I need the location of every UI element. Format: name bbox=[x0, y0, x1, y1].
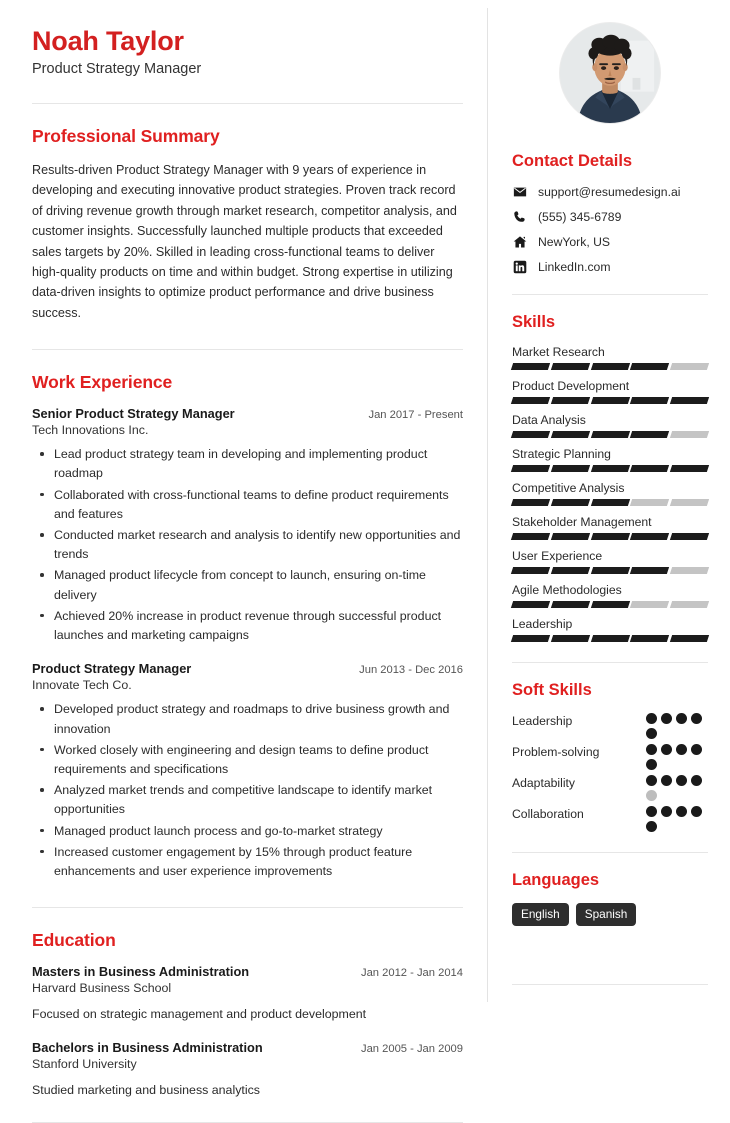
skill-segment bbox=[630, 635, 669, 642]
home-icon bbox=[512, 234, 527, 249]
skill-item bbox=[512, 481, 708, 506]
rating-dot bbox=[676, 744, 687, 755]
skill-segment bbox=[511, 601, 550, 608]
skill-segment bbox=[590, 499, 629, 506]
section-professional-summary bbox=[32, 126, 463, 323]
education-divider bbox=[32, 1122, 463, 1123]
skill-segment bbox=[630, 499, 669, 506]
section-title-contact: Contact Details bbox=[512, 152, 633, 170]
education-school: Harvard Business School bbox=[32, 981, 172, 996]
contact-item-linkedin[interactable] bbox=[512, 259, 708, 274]
skill-segment bbox=[630, 397, 669, 404]
skill-segment bbox=[551, 431, 590, 438]
skill-level-bar bbox=[512, 567, 708, 574]
contact-list bbox=[512, 184, 708, 274]
work-entry bbox=[32, 661, 463, 881]
skill-label: Data Analysis bbox=[512, 413, 586, 427]
skill-label: Leadership bbox=[512, 617, 573, 631]
soft-skill-item bbox=[512, 775, 708, 801]
skill-label: Strategic Planning bbox=[512, 447, 611, 461]
contact-value-email: support@resumedesign.ai bbox=[538, 184, 681, 199]
education-date: Jan 2005 - Jan 2009 bbox=[360, 1042, 463, 1055]
skill-item bbox=[512, 583, 708, 608]
skill-segment bbox=[590, 397, 629, 404]
section-title-work: Work Experience bbox=[32, 372, 173, 393]
skill-segment bbox=[551, 601, 590, 608]
soft-skill-item bbox=[512, 713, 708, 739]
skill-label: Product Development bbox=[512, 379, 630, 393]
education-school: Stanford University bbox=[32, 1056, 137, 1071]
section-title-languages: Languages bbox=[512, 871, 600, 889]
rating-dot bbox=[691, 713, 702, 724]
list-item: Collaborated with cross-functional teams to define product requirements and features bbox=[32, 486, 463, 524]
soft-skill-label: Problem-solving bbox=[512, 745, 600, 759]
phone-icon bbox=[512, 209, 527, 224]
soft-skill-rating bbox=[646, 744, 708, 770]
language-chip: English bbox=[512, 903, 569, 926]
list-item: Managed product lifecycle from concept to launch, ensuring on-time delivery bbox=[32, 566, 463, 604]
skill-segment bbox=[551, 363, 590, 370]
skill-item bbox=[512, 345, 708, 370]
work-role: Senior Product Strategy Manager bbox=[32, 406, 235, 422]
work-entry-header bbox=[32, 661, 463, 676]
list-item: Analyzed market trends and competitive landscape to identify market opportunities bbox=[32, 781, 463, 819]
skill-segment bbox=[630, 465, 669, 472]
skill-segment bbox=[590, 635, 629, 642]
skill-level-bar bbox=[512, 465, 708, 472]
list-item: Conducted market research and analysis to identify new opportunities and trends bbox=[32, 526, 463, 564]
skill-segment bbox=[670, 567, 709, 574]
skill-segment bbox=[670, 635, 709, 642]
education-note: Focused on strategic management and product development bbox=[32, 1007, 367, 1022]
contact-item-location[interactable] bbox=[512, 234, 708, 249]
skill-label: Competitive Analysis bbox=[512, 481, 625, 495]
skill-segment bbox=[630, 363, 669, 370]
skill-level-bar bbox=[512, 601, 708, 608]
skills-divider bbox=[512, 662, 708, 663]
skill-segment bbox=[551, 397, 590, 404]
skill-label: Market Research bbox=[512, 345, 605, 359]
skill-segment bbox=[670, 363, 709, 370]
rating-dot bbox=[676, 806, 687, 817]
skill-segment bbox=[511, 397, 550, 404]
section-title-skills: Skills bbox=[512, 313, 556, 331]
skill-segment bbox=[551, 567, 590, 574]
education-degree: Masters in Business Administration bbox=[32, 964, 250, 980]
profile-photo-wrapper bbox=[512, 22, 708, 124]
skill-segment bbox=[551, 465, 590, 472]
skill-item bbox=[512, 549, 708, 574]
rating-dot bbox=[661, 744, 672, 755]
soft-skills-divider bbox=[512, 852, 708, 853]
section-work-experience bbox=[32, 372, 463, 881]
section-title-summary: Professional Summary bbox=[32, 126, 220, 147]
rating-dot bbox=[661, 713, 672, 724]
skill-segment bbox=[590, 601, 629, 608]
column-divider bbox=[487, 8, 488, 1002]
skill-level-bar bbox=[512, 499, 708, 506]
skill-segment bbox=[551, 499, 590, 506]
header-divider bbox=[32, 103, 463, 104]
skill-segment bbox=[551, 533, 590, 540]
rating-dot bbox=[646, 713, 657, 724]
skill-segment bbox=[511, 465, 550, 472]
list-item: Increased customer engagement by 15% through product feature enhancements and user experience improvements bbox=[32, 843, 463, 881]
section-education bbox=[32, 930, 463, 1099]
contact-item-email[interactable] bbox=[512, 184, 708, 199]
candidate-name: Noah Taylor bbox=[32, 26, 184, 56]
summary-divider bbox=[32, 349, 463, 350]
rating-dot bbox=[661, 775, 672, 786]
skill-item bbox=[512, 447, 708, 472]
skill-label: Agile Methodologies bbox=[512, 583, 622, 597]
soft-skill-label: Leadership bbox=[512, 714, 573, 728]
candidate-job-title: Product Strategy Manager bbox=[32, 61, 202, 78]
rating-dot bbox=[646, 806, 657, 817]
soft-skill-rating bbox=[646, 806, 708, 832]
skill-level-bar bbox=[512, 533, 708, 540]
soft-skill-label: Adaptability bbox=[512, 776, 576, 790]
skill-level-bar bbox=[512, 635, 708, 642]
skill-segment bbox=[511, 431, 550, 438]
rating-dot bbox=[676, 713, 687, 724]
skill-segment bbox=[670, 601, 709, 608]
work-divider bbox=[32, 907, 463, 908]
section-soft-skills bbox=[512, 681, 708, 832]
skill-segment bbox=[551, 635, 590, 642]
list-item: Lead product strategy team in developing and implementing product roadmap bbox=[32, 445, 463, 483]
work-entry bbox=[32, 406, 463, 645]
skill-segment bbox=[670, 465, 709, 472]
rating-dot bbox=[646, 744, 657, 755]
section-contact-details bbox=[512, 152, 708, 274]
resume-header bbox=[32, 26, 463, 77]
skill-segment bbox=[630, 601, 669, 608]
work-date: Jan 2017 - Present bbox=[368, 409, 463, 422]
work-bullets bbox=[32, 700, 463, 881]
skill-label: Stakeholder Management bbox=[512, 515, 652, 529]
rating-dot bbox=[661, 806, 672, 817]
skill-level-bar bbox=[512, 363, 708, 370]
profile-photo-illustration bbox=[560, 23, 660, 123]
section-title-education: Education bbox=[32, 930, 116, 951]
skill-level-bar bbox=[512, 431, 708, 438]
soft-skill-rating bbox=[646, 713, 708, 739]
skill-segment bbox=[511, 363, 550, 370]
contact-value-location: NewYork, US bbox=[538, 234, 611, 249]
skill-item bbox=[512, 617, 708, 642]
education-date: Jan 2012 - Jan 2014 bbox=[360, 967, 463, 980]
skill-level-bar bbox=[512, 397, 708, 404]
list-item: Managed product launch process and go-to-market strategy bbox=[32, 822, 463, 841]
rating-dot bbox=[646, 790, 657, 801]
education-entry-header bbox=[32, 1040, 463, 1055]
soft-skill-label: Collaboration bbox=[512, 807, 584, 821]
contact-value-phone: (555) 345-6789 bbox=[538, 209, 622, 224]
skill-segment bbox=[670, 431, 709, 438]
rating-dot bbox=[691, 806, 702, 817]
rating-dot bbox=[691, 744, 702, 755]
education-entry-header bbox=[32, 964, 463, 979]
rating-dot bbox=[646, 728, 657, 739]
skill-segment bbox=[630, 431, 669, 438]
skill-segment bbox=[590, 533, 629, 540]
skill-segment bbox=[590, 567, 629, 574]
education-entry bbox=[32, 1040, 463, 1100]
linkedin-icon bbox=[512, 259, 527, 274]
skill-segment bbox=[511, 533, 550, 540]
sidebar-column bbox=[487, 0, 730, 1024]
rating-dot bbox=[646, 759, 657, 770]
skill-segment bbox=[590, 431, 629, 438]
work-company: Tech Innovations Inc. bbox=[32, 423, 149, 438]
skill-item bbox=[512, 379, 708, 404]
skill-segment bbox=[590, 465, 629, 472]
education-note: Studied marketing and business analytics bbox=[32, 1082, 260, 1097]
education-entry bbox=[32, 964, 463, 1024]
skill-segment bbox=[670, 397, 709, 404]
section-title-soft-skills: Soft Skills bbox=[512, 681, 592, 699]
skill-segment bbox=[670, 499, 709, 506]
skill-label: User Experience bbox=[512, 549, 603, 563]
skill-segment bbox=[590, 363, 629, 370]
summary-text: Results-driven Product Strategy Manager with 9 years of experience in developing and executing innovative product strategies. Proven track record of driving revenue growth through market research, competitor analysis, and customer insights. Successfully launched multiple products that exceeded sales targets by 20%. Skilled in leading cross-functional teams to deliver high-quality products on time and within budget. Strong expertise in utilizing data-driven insights to optimize product performance and drive business success. bbox=[32, 163, 457, 320]
skill-segment bbox=[511, 635, 550, 642]
list-item: Worked closely with engineering and design teams to define product requirements and specifications bbox=[32, 741, 463, 779]
work-company: Innovate Tech Co. bbox=[32, 678, 132, 693]
section-languages bbox=[512, 871, 708, 985]
avatar bbox=[559, 22, 661, 124]
language-chip: Spanish bbox=[576, 903, 637, 926]
language-chip-list bbox=[512, 903, 708, 926]
work-bullets bbox=[32, 445, 463, 645]
skill-item bbox=[512, 413, 708, 438]
contact-divider bbox=[512, 294, 708, 295]
soft-skill-item bbox=[512, 744, 708, 770]
work-date: Jun 2013 - Dec 2016 bbox=[359, 664, 463, 677]
contact-item-phone[interactable] bbox=[512, 209, 708, 224]
skill-segment bbox=[511, 499, 550, 506]
rating-dot bbox=[691, 775, 702, 786]
skill-segment bbox=[511, 567, 550, 574]
skill-item bbox=[512, 515, 708, 540]
work-entry-header bbox=[32, 406, 463, 421]
envelope-icon bbox=[512, 184, 527, 199]
contact-value-linkedin: LinkedIn.com bbox=[538, 259, 611, 274]
work-role: Product Strategy Manager bbox=[32, 661, 192, 677]
list-item: Achieved 20% increase in product revenue through successful product launches and marketing campaigns bbox=[32, 607, 463, 645]
list-item: Developed product strategy and roadmaps to drive business growth and innovation bbox=[32, 700, 463, 738]
rating-dot bbox=[646, 821, 657, 832]
soft-skill-rating bbox=[646, 775, 708, 801]
soft-skill-item bbox=[512, 806, 708, 832]
skill-segment bbox=[670, 533, 709, 540]
section-skills bbox=[512, 313, 708, 642]
languages-divider bbox=[512, 984, 708, 985]
rating-dot bbox=[676, 775, 687, 786]
education-degree: Bachelors in Business Administration bbox=[32, 1039, 263, 1055]
skill-segment bbox=[630, 533, 669, 540]
skill-segment bbox=[630, 567, 669, 574]
rating-dot bbox=[646, 775, 657, 786]
